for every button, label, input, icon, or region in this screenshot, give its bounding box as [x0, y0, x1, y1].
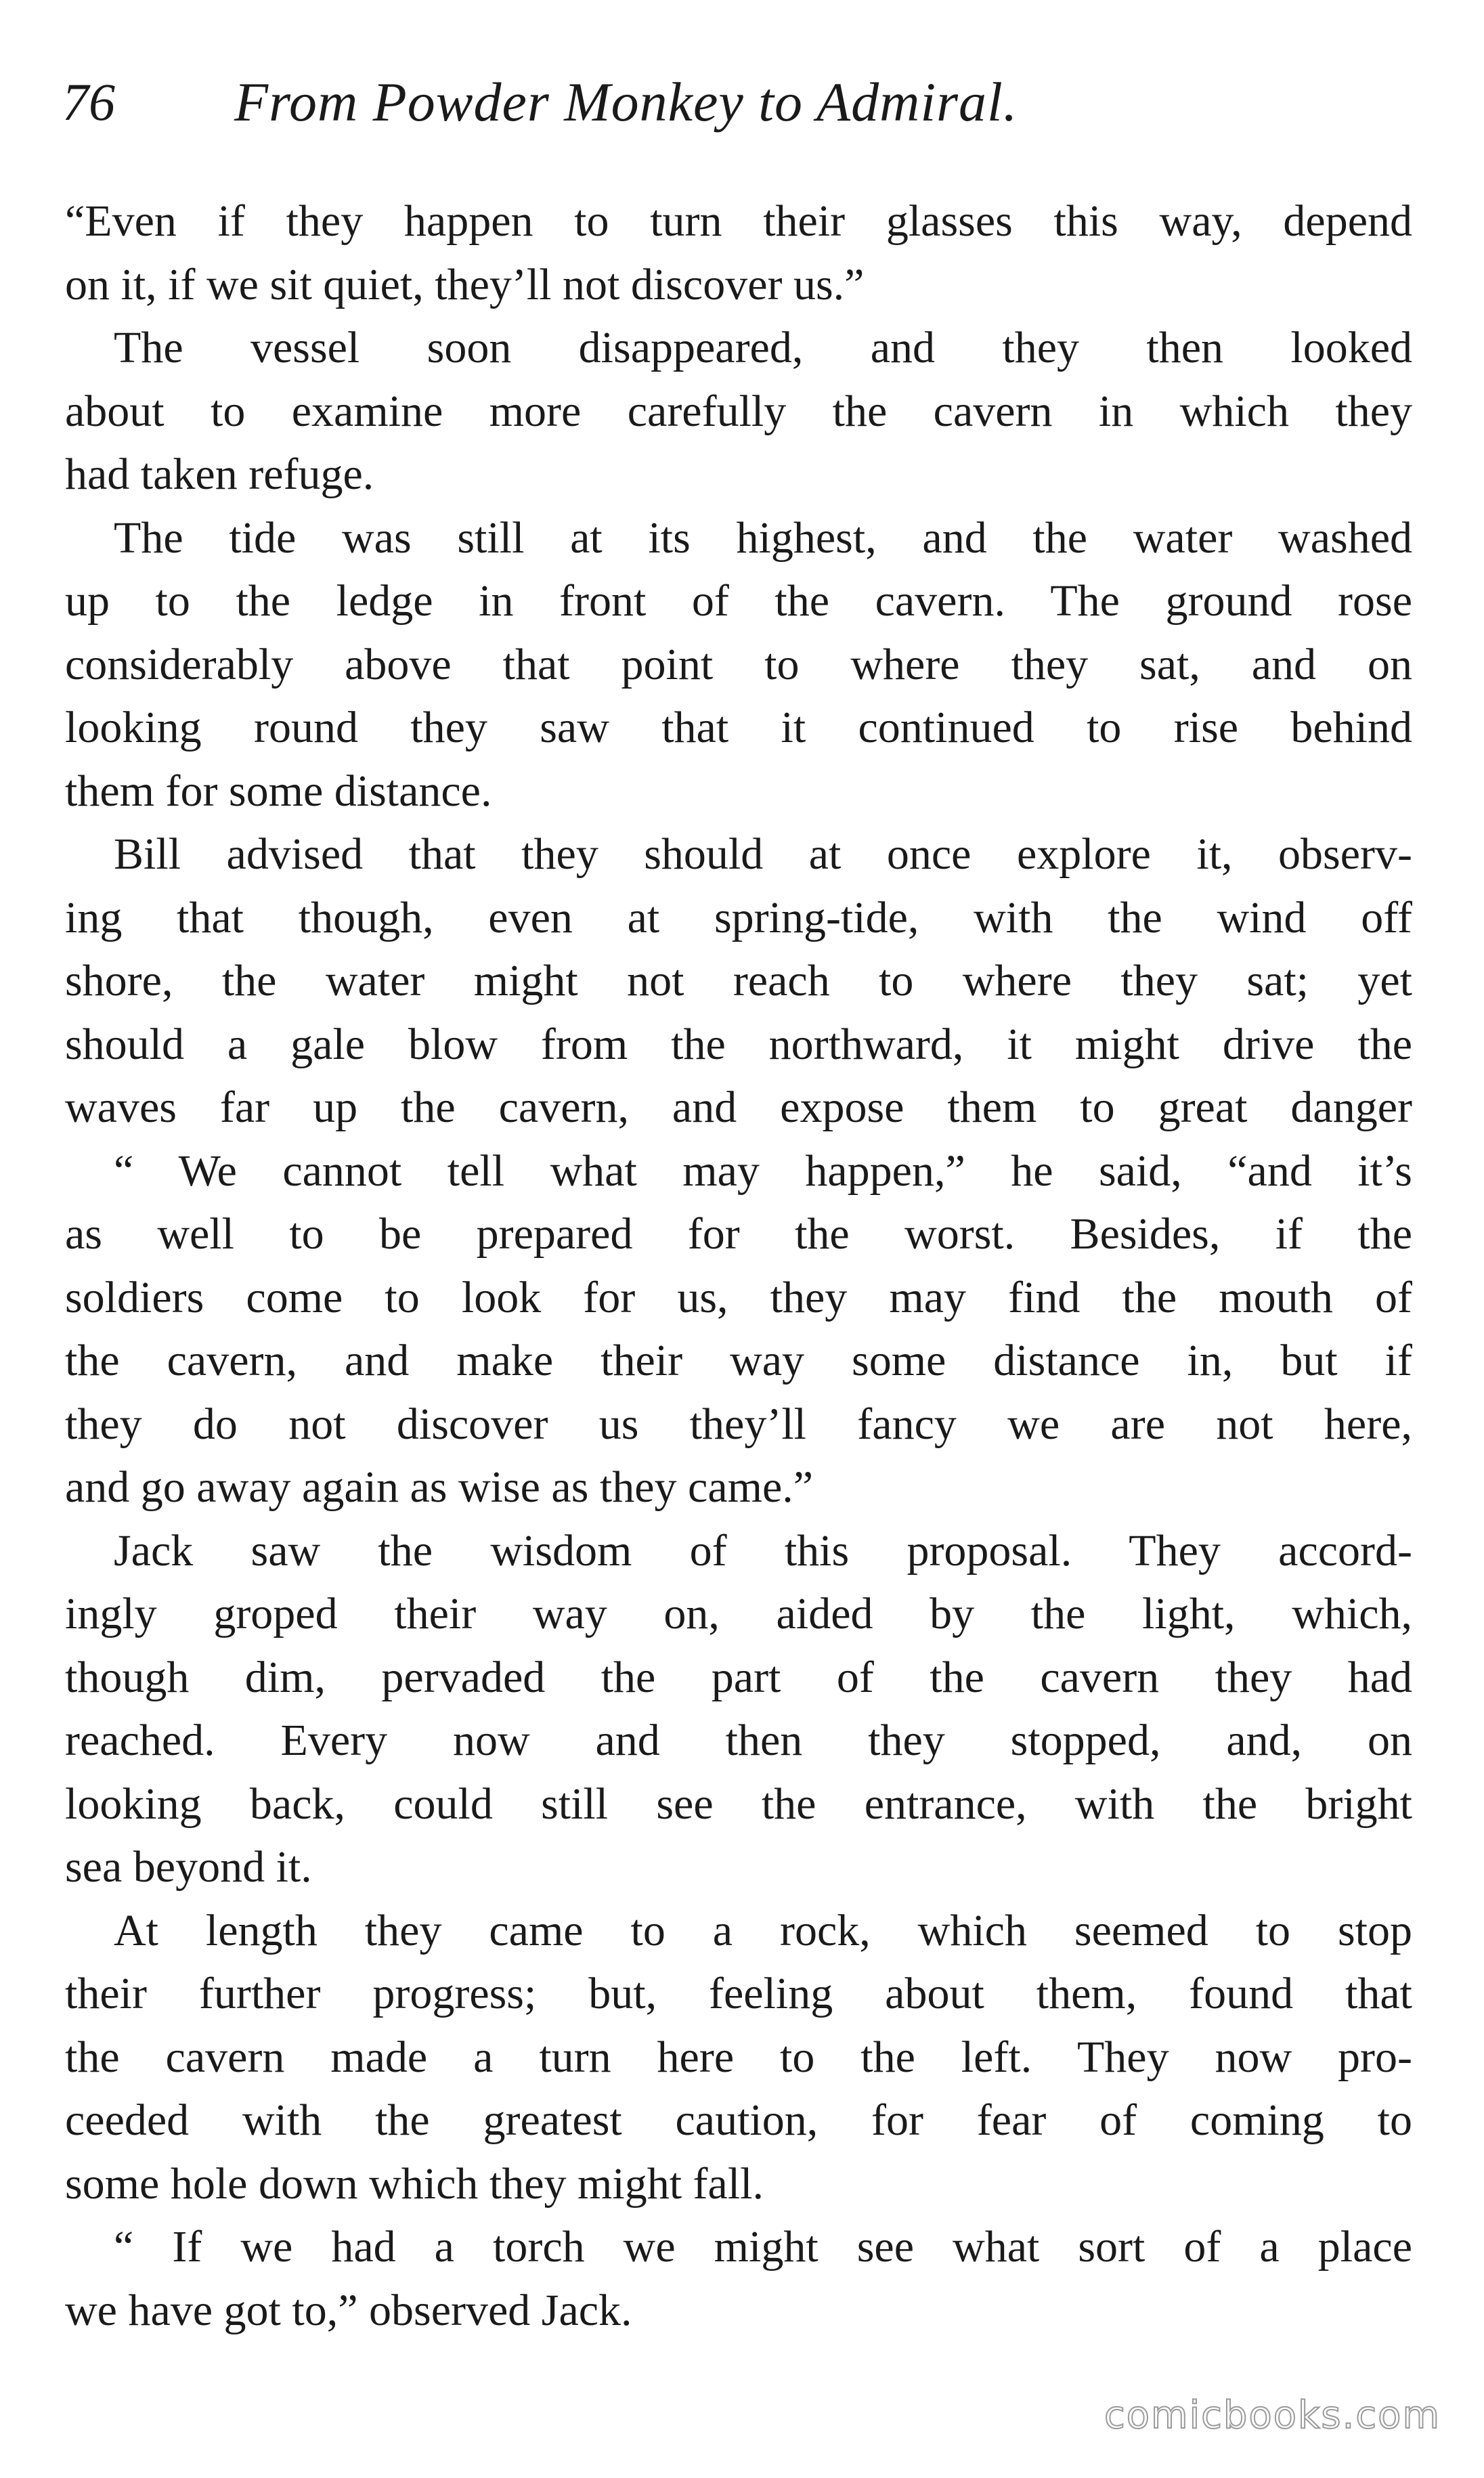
paragraph-7: [65, 1899, 1412, 2216]
text-line: “ We cannot tell what may happen,” he said, “and it’s: [114, 1146, 1412, 1196]
paragraph-3: [65, 506, 1412, 823]
text-line: looking back, could still see the entrance, with the bright: [65, 1779, 1412, 1829]
text-line: they do not discover us they’ll fancy we are not here,: [65, 1399, 1412, 1449]
text-line: had taken refuge.: [65, 450, 374, 499]
paragraph-8: [65, 2215, 1412, 2342]
paragraph-1: [65, 190, 1412, 316]
text-line: up to the ledge in front of the cavern. The ground rose: [65, 576, 1412, 626]
text-line: The vessel soon disappeared, and they then looked: [114, 323, 1412, 372]
text-line: we have got to,” observed Jack.: [65, 2285, 632, 2335]
text-line: The tide was still at its highest, and the water washed: [114, 513, 1412, 563]
text-line: soldiers come to look for us, they may find the mouth of: [65, 1272, 1412, 1322]
text-line: on it, if we sit quiet, they’ll not discover us.”: [65, 259, 865, 309]
text-line: though dim, pervaded the part of the cavern they had: [65, 1652, 1412, 1702]
paragraph-5: [65, 1139, 1412, 1519]
text-line: sea beyond it.: [65, 1842, 312, 1892]
text-line: ceeded with the greatest caution, for fear of coming to: [65, 2095, 1412, 2145]
text-line: and go away again as wise as they came.”: [65, 1462, 814, 1512]
text-line: should a gale blow from the northward, it might drive the: [65, 1019, 1412, 1069]
text-line: waves far up the cavern, and expose them to great danger: [65, 1083, 1412, 1132]
text-line: Jack saw the wisdom of this proposal. They accord-: [114, 1525, 1412, 1575]
paragraph-6: [65, 1519, 1412, 1899]
page-number: 76: [62, 72, 115, 131]
text-line: the cavern, and make their way some distance in, but if: [65, 1336, 1412, 1385]
text-line: some hole down which they might fall.: [65, 2158, 764, 2209]
text-line: as well to be prepared for the worst. Besides, if the: [65, 1209, 1412, 1259]
text-line: “ If we had a torch we might see what sort of a place: [114, 2222, 1412, 2272]
text-line: their further progress; but, feeling about them, found that: [65, 1969, 1412, 2018]
page-header: [62, 65, 1423, 139]
text-line: shore, the water might not reach to where they sat; yet: [65, 956, 1412, 1005]
text-line: Bill advised that they should at once explore it, observ-: [114, 829, 1412, 879]
paragraph-2: [65, 316, 1412, 506]
text-line: looking round they saw that it continued to rise behind: [65, 703, 1412, 752]
text-line: about to examine more carefully the cavern in which they: [65, 386, 1412, 436]
text-line: the cavern made a turn here to the left. They now pro-: [65, 2032, 1412, 2082]
text-line: reached. Every now and then they stopped, and, on: [65, 1716, 1412, 1765]
text-line: “Even if they happen to turn their glasses this way, depend: [65, 196, 1412, 246]
body-text: [65, 190, 1412, 2342]
text-line: ingly groped their way on, aided by the light, which,: [65, 1589, 1412, 1638]
text-line: At length they came to a rock, which seemed to stop: [114, 1905, 1412, 1955]
paragraph-4: [65, 823, 1412, 1139]
text-line: ing that though, even at spring-tide, with the wind off: [65, 892, 1412, 942]
watermark-logo: comicbooks.com: [1104, 2393, 1441, 2437]
running-title: From Powder Monkey to Admiral.: [234, 71, 1018, 133]
text-line: them for some distance.: [65, 766, 492, 816]
text-line: considerably above that point to where they sat, and on: [65, 639, 1412, 689]
